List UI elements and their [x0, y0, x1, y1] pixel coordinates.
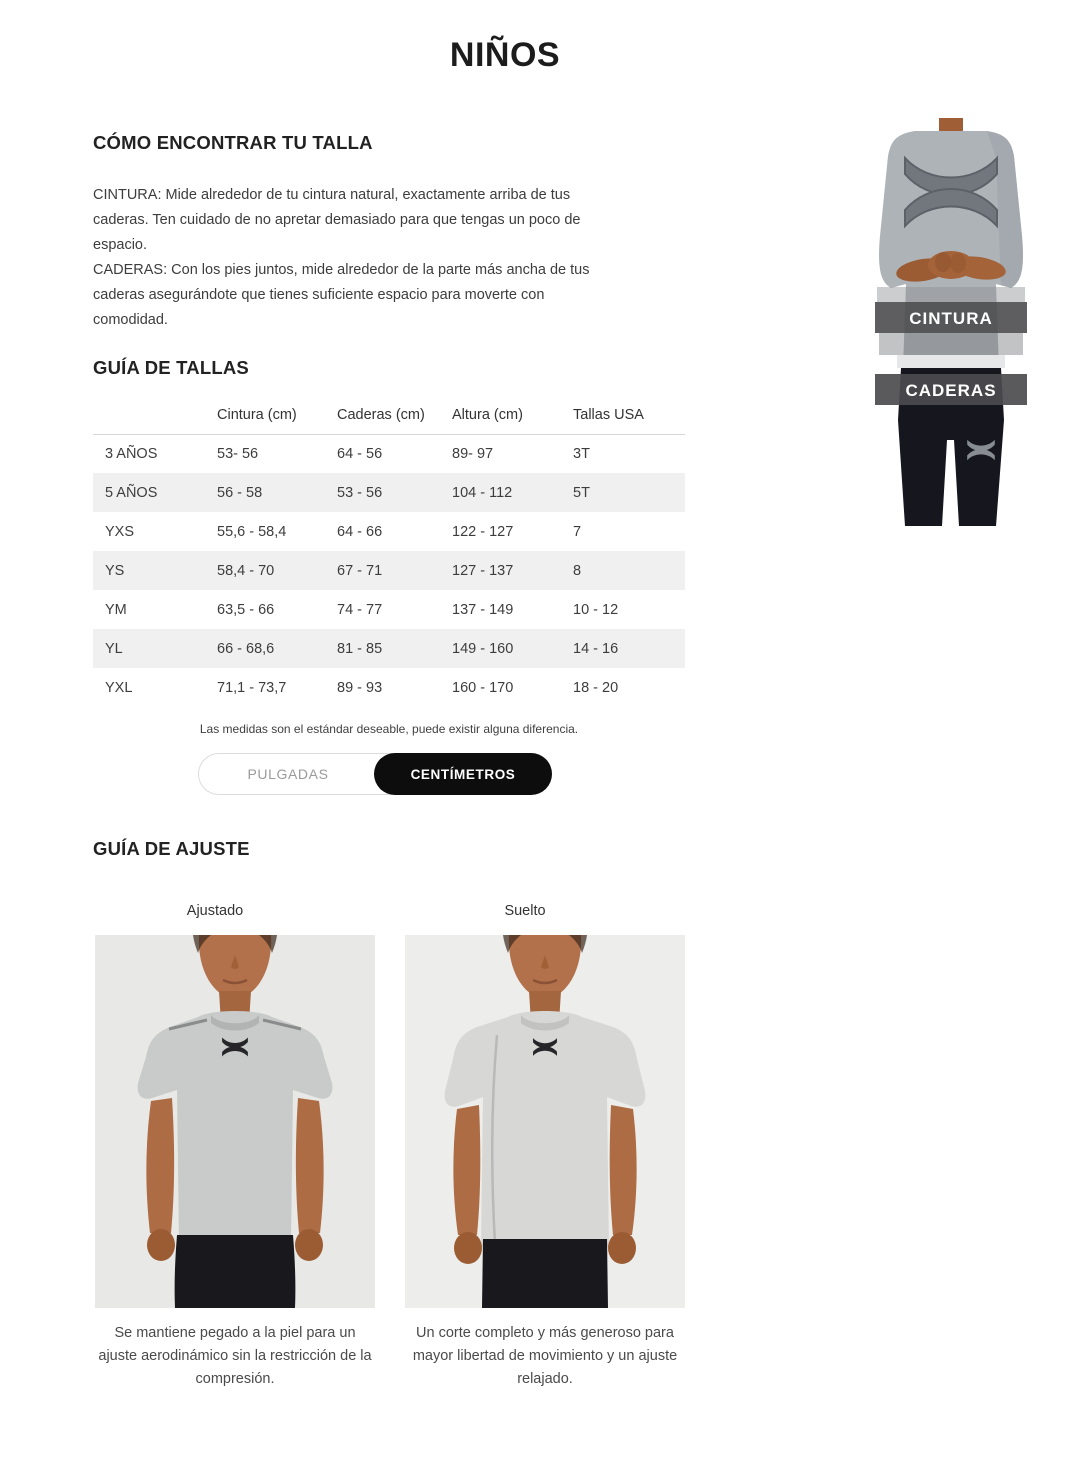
waist-instructions-text: CINTURA: Mide alrededor de tu cintura natural, exactamente arriba de tus caderas. Ten cuidado de no apretar demasiado para que tengas un poco de espacio.: [93, 187, 581, 253]
fit-label-suelto: Suelto: [504, 903, 546, 919]
cell-size: 3 AÑOS: [105, 445, 158, 462]
how-to-find-size-heading: CÓMO ENCONTRAR TU TALLA: [93, 132, 373, 153]
cell-size: YXS: [105, 523, 135, 540]
cell-hips: 74 - 77: [337, 601, 383, 618]
cell-waist: 53- 56: [217, 445, 259, 462]
table-row: [93, 668, 685, 707]
column-header-hips: Caderas (cm): [337, 396, 452, 434]
centimeters-toggle-button[interactable]: CENTÍMETROS: [374, 753, 552, 795]
fit-guide-heading: GUÍA DE AJUSTE: [93, 838, 250, 859]
fit-caption-suelto: Un corte completo y más generoso para mayor libertad de movimiento y un ajuste relajado.: [412, 1325, 678, 1387]
table-row: [93, 551, 685, 590]
cell-height: 104 - 112: [452, 484, 513, 501]
measurements-note: Las medidas son el estándar deseable, puede existir alguna diferencia.: [199, 722, 579, 736]
cell-waist: 63,5 - 66: [217, 601, 275, 618]
hips-instructions-text: CADERAS: Con los pies juntos, mide alrededor de la parte más ancha de tus caderas asegurándote que tienes suficiente espacio para moverte con comodidad.: [93, 262, 590, 328]
column-header-waist: Cintura (cm): [217, 396, 337, 434]
cell-size: YS: [105, 562, 125, 579]
cell-usa: 10 - 12: [573, 601, 619, 618]
cell-hips: 89 - 93: [337, 679, 383, 696]
fit-caption-ajustado: Se mantiene pegado a la piel para un ajuste aerodinámico sin la restricción de la compresión.: [98, 1325, 372, 1387]
cell-usa: 18 - 20: [573, 679, 619, 696]
column-header-size: [93, 396, 217, 434]
table-row: [93, 590, 685, 629]
cell-waist: 55,6 - 58,4: [217, 523, 287, 540]
table-row: [93, 473, 685, 512]
cell-waist: 71,1 - 73,7: [217, 679, 287, 696]
cell-height: 127 - 137: [452, 562, 514, 579]
fitted-shirt-illustration: [95, 935, 375, 1308]
size-guide-heading: GUÍA DE TALLAS: [93, 357, 249, 378]
table-row: [93, 512, 685, 551]
cell-usa: 7: [573, 523, 582, 540]
cell-size: YXL: [105, 679, 133, 696]
cell-waist: 58,4 - 70: [217, 562, 275, 579]
loose-shirt-illustration: [405, 935, 685, 1308]
cell-height: 137 - 149: [452, 601, 514, 618]
cell-usa: 5T: [573, 484, 590, 501]
kid-measure-illustration: [855, 118, 1047, 526]
cell-height: 149 - 160: [452, 640, 514, 657]
cell-size: 5 AÑOS: [105, 484, 158, 501]
hips-band-label: CADERAS: [905, 381, 997, 400]
size-table-header-row: [93, 396, 685, 434]
waist-band-label: CINTURA: [909, 309, 993, 328]
cell-hips: 81 - 85: [337, 640, 383, 657]
cell-height: 89- 97: [452, 445, 494, 462]
cell-waist: 56 - 58: [217, 484, 263, 501]
column-header-height: Altura (cm): [452, 396, 573, 434]
cell-height: 122 - 127: [452, 523, 514, 540]
fit-photo-suelto: [405, 935, 685, 1308]
cell-hips: 64 - 66: [337, 523, 383, 540]
cell-waist: 66 - 68,6: [217, 640, 275, 657]
cell-hips: 53 - 56: [337, 484, 383, 501]
fit-photo-ajustado: [95, 935, 375, 1308]
table-row: [93, 434, 685, 473]
cell-usa: 8: [573, 562, 582, 579]
cell-usa: 14 - 16: [573, 640, 619, 657]
cell-usa: 3T: [573, 445, 590, 462]
column-header-usa: Tallas USA: [573, 396, 685, 434]
cell-hips: 64 - 56: [337, 445, 383, 462]
inches-toggle-button[interactable]: PULGADAS: [199, 754, 377, 794]
fit-label-ajustado: Ajustado: [186, 903, 244, 919]
size-table: [93, 396, 685, 707]
cell-height: 160 - 170: [452, 679, 514, 696]
measurement-figure-image: [855, 118, 1047, 526]
table-row: [93, 629, 685, 668]
cell-size: YM: [105, 601, 127, 618]
page-title: NIÑOS: [449, 36, 561, 74]
cell-size: YL: [105, 640, 123, 657]
unit-toggle: [198, 753, 552, 795]
cell-hips: 67 - 71: [337, 562, 383, 579]
